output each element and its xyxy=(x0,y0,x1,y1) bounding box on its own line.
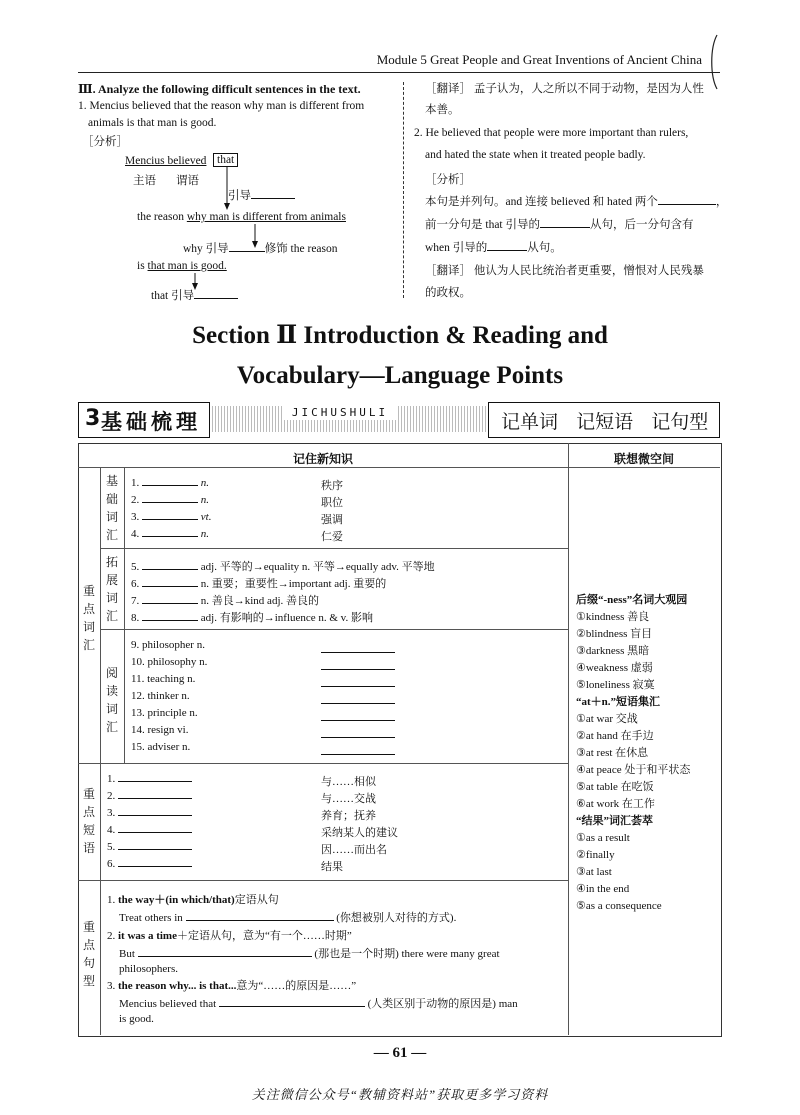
phrase-cn: 采纳某人的建议 xyxy=(321,827,398,839)
table-head-right: 联想微空间 xyxy=(613,452,674,466)
read-row: 11. teaching n. xyxy=(131,673,196,685)
sentence1-line1: 1. Mencius believed that the reason why man is different from xyxy=(78,100,365,112)
ext-row: 5. adj. 平等的→equality n. 平等→equally adv. 平等地 xyxy=(131,561,435,573)
s2-analysis-2: 前一分句是 that 引导的 从句，后一分句含有 xyxy=(425,219,694,231)
read-row: 14. resign vi. xyxy=(131,724,189,736)
basic-cn: 仁爱 xyxy=(321,531,343,543)
side-at-item: ①at war 交战 xyxy=(576,713,638,725)
phrase-cn: 与……相似 xyxy=(321,776,376,788)
banner-num: 3 xyxy=(85,406,101,431)
group-phrase: 重点短语 xyxy=(82,787,95,855)
side-ness-item: ③darkness 黑暗 xyxy=(576,645,650,657)
table-header-rule xyxy=(78,467,720,468)
read-row: 10. philosophy n. xyxy=(131,656,208,668)
basic-cn: 职位 xyxy=(321,497,343,509)
table-col-divider xyxy=(568,443,569,1035)
phrase-row: 5. xyxy=(107,841,192,853)
read-row: 13. principle n. xyxy=(131,707,198,719)
side-result-title: “结果”词汇荟萃 xyxy=(576,815,653,827)
side-ness-item: ①kindness 善良 xyxy=(576,611,650,623)
table-group-divider xyxy=(100,467,101,1035)
header-rule xyxy=(78,72,720,73)
footer-note: 关注微信公众号“教辅资料站”获取更多学习资料 xyxy=(251,1087,549,1102)
sub-read: 阅读词汇 xyxy=(105,666,118,734)
basic-row: 2. n. xyxy=(131,494,209,506)
sentence1-title: 1. the way＋(in which/that)定语从句 xyxy=(107,894,279,906)
read-blank[interactable] xyxy=(321,737,395,738)
part3-heading: Ⅲ. Analyze the following difficult sentences in the text. xyxy=(78,82,361,96)
read-row: 9. philosopher n. xyxy=(131,639,205,651)
sentence2-line2: and hated the state when it treated people badly. xyxy=(425,149,646,161)
diagram-main: Mencius believed xyxy=(125,155,207,167)
side-ness-item: ⑤loneliness 寂寞 xyxy=(576,679,655,691)
phrase-row: 4. xyxy=(107,824,192,836)
ext-row: 6. n. 重要；重要性→important adj. 重要的 xyxy=(131,578,387,590)
s2-analysis-3: when 引导的 从句。 xyxy=(425,242,562,254)
ext-row: 8. adj. 有影响的→influence n. & v. 影响 xyxy=(131,612,373,624)
read-row: 12. thinker n. xyxy=(131,690,190,702)
sentence3-body: Mencius believed that (人类区别于动物的原因是) man xyxy=(119,998,518,1010)
diagram-why-clause: why 引导 修饰 the reason xyxy=(183,243,338,255)
section-title-line2: Vocabulary—Language Points xyxy=(236,362,564,389)
diagram-reason-clause: the reason why man is different from animals xyxy=(137,211,346,223)
read-blank[interactable] xyxy=(321,754,395,755)
side-at-item: ③at rest 在休息 xyxy=(576,747,649,759)
sentence2-body-cont: philosophers. xyxy=(119,963,178,975)
vocab-sub-divider xyxy=(124,467,125,763)
sentence1-body: Treat others in (你想被别人对待的方式). xyxy=(119,912,457,924)
phrase-cn: 因……而出名 xyxy=(321,844,387,856)
diagram-subject: 主语 xyxy=(133,175,156,187)
side-result-item: ④in the end xyxy=(576,883,630,895)
read-blank[interactable] xyxy=(321,686,395,687)
translation-1-cont: 本善。 xyxy=(425,104,460,116)
diagram-that-box: that xyxy=(213,153,238,167)
page-bracket-icon xyxy=(708,34,720,90)
side-ness-item: ②blindness 盲目 xyxy=(576,628,653,640)
sentence3-title: 3. the reason why... is that...意为“……的原因是……” xyxy=(107,980,357,992)
basic-row: 1. n. xyxy=(131,477,209,489)
basic-rule xyxy=(100,548,568,549)
section-banner xyxy=(78,402,722,436)
side-at-item: ②at hand 在手边 xyxy=(576,730,654,742)
table-head-left: 记住新知识 xyxy=(292,452,353,466)
phrase-row: 6. xyxy=(107,858,192,870)
ext-row: 7. n. 善良→kind adj. 善良的 xyxy=(131,595,319,607)
side-at-item: ④at peace 处于和平状态 xyxy=(576,764,691,776)
side-ness-item: ④weakness 虚弱 xyxy=(576,662,653,674)
basic-cn: 强调 xyxy=(321,514,343,526)
banner-pinyin: JICHUSHULI xyxy=(284,406,396,420)
phrase-row: 1. xyxy=(107,773,192,785)
sentence2-line1: 2. He believed that people were more important than rulers, xyxy=(414,127,689,139)
diagram-yindao-1: 引导 xyxy=(228,187,295,203)
running-title: Module 5 Great People and Great Inventions of Ancient China xyxy=(376,52,702,67)
phrase-cn: 结果 xyxy=(321,861,343,873)
diagram-predicate: 谓语 xyxy=(176,175,199,187)
read-blank[interactable] xyxy=(321,703,395,704)
basic-row: 4. n. xyxy=(131,528,209,540)
banner-title: 基础梳理 xyxy=(101,410,201,434)
group-sentence: 重点句型 xyxy=(82,920,95,988)
side-at-title: “at＋n.”短语集汇 xyxy=(576,696,661,708)
read-row: 15. adviser n. xyxy=(131,741,191,753)
sentence2-title: 2. it was a time＋定语从句，意为“有一个……时期” xyxy=(107,930,352,942)
translation-1: ［翻译］ 孟子认为，人之所以不同于动物，是因为人性 xyxy=(425,83,704,95)
basic-cn: 秩序 xyxy=(321,480,343,492)
side-result-item: ①as a result xyxy=(576,832,630,844)
side-result-item: ③at last xyxy=(576,866,612,878)
side-ness-title: 后缀“-ness”名词大观园 xyxy=(576,594,688,606)
read-blank[interactable] xyxy=(321,652,395,653)
translation-2: ［翻译］ 他认为人民比统治者更重要，憎恨对人民残暴 xyxy=(425,265,704,277)
phrase-row: 2. xyxy=(107,790,192,802)
side-result-item: ②finally xyxy=(576,849,615,861)
side-result-item: ⑤as a consequence xyxy=(576,900,662,912)
basic-row: 3. vt. xyxy=(131,511,212,523)
analysis-tag: ［分析］ xyxy=(82,136,128,148)
read-blank[interactable] xyxy=(321,669,395,670)
phrase-cn: 与……交战 xyxy=(321,793,376,805)
sentence3-body-cont: is good. xyxy=(119,1013,154,1025)
group-vocab: 重点词汇 xyxy=(82,584,95,652)
diagram-that-yindao: that 引导 xyxy=(151,287,238,303)
ext-rule xyxy=(100,629,568,630)
side-at-item: ⑤at table 在吃饭 xyxy=(576,781,654,793)
sentence1-line2: animals is that man is good. xyxy=(88,117,217,129)
translation-2-cont: 的政权。 xyxy=(425,287,471,299)
read-blank[interactable] xyxy=(321,720,395,721)
analysis-tag-2: ［分析］ xyxy=(425,174,471,186)
phrase-cn: 养育；抚养 xyxy=(321,810,376,822)
sub-ext: 拓展词汇 xyxy=(105,555,118,623)
section-title-line1: Section Ⅱ Introduction & Reading and xyxy=(192,322,608,349)
page-number: — 61 — xyxy=(373,1045,427,1061)
banner-right-box xyxy=(488,402,720,438)
banner-right-text: 记单词 记短语 记句型 xyxy=(501,411,709,433)
phrase-group-rule xyxy=(78,763,568,764)
diagram-is-clause: is that man is good. xyxy=(137,260,227,272)
banner-title-box xyxy=(78,402,210,438)
s2-analysis-1: 本句是并列句。and 连接 believed 和 hated 两个 ， xyxy=(425,196,728,208)
sentence-group-rule xyxy=(78,880,568,881)
sentence2-body: But (那也是一个时期) there were many great xyxy=(119,948,500,960)
sub-basic: 基础词汇 xyxy=(105,474,118,542)
side-at-item: ⑥at work 在工作 xyxy=(576,798,655,810)
column-separator xyxy=(403,82,404,298)
phrase-row: 3. xyxy=(107,807,192,819)
